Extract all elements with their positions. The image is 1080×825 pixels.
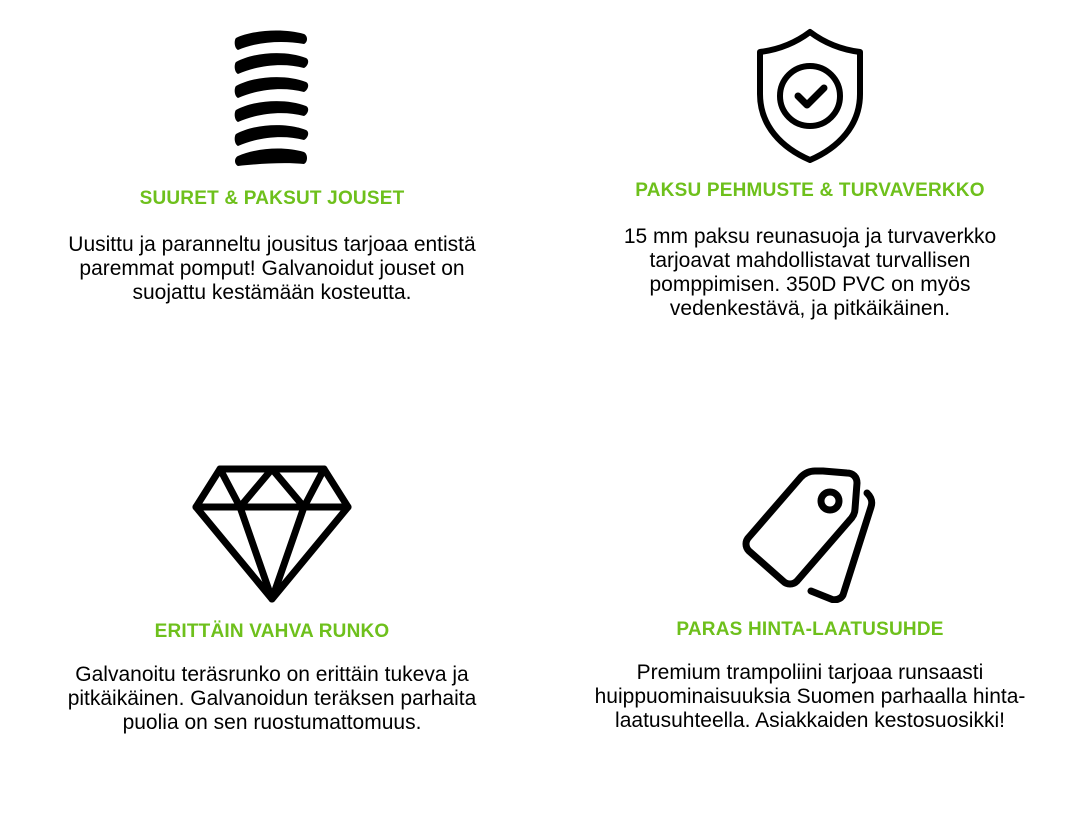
feature-title: ERITTÄIN VAHVA RUNKO	[154, 621, 390, 642]
diamond-icon	[190, 463, 354, 603]
feature-description: Premium trampoliini tarjoaa runsaasti huippuominaisuuksia Suomen parhaalla hinta-laatusuhteella. Asiakkaiden kestosuosikki!	[594, 661, 1026, 732]
feature-padding-net	[590, 28, 1030, 321]
feature-frame	[52, 463, 492, 735]
feature-value	[590, 463, 1030, 733]
feature-title: PARAS HINTA-LAATUSUHDE	[676, 619, 944, 640]
feature-description: 15 mm paksu reunasuoja ja turvaverkko tarjoavat mahdollistavat turvallisen pomppimisen. 350D PVC on myös vedenkestävä, ja pitkäikäinen.	[623, 225, 997, 320]
coil-spring-icon	[232, 28, 312, 168]
feature-title: PAKSU PEHMUSTE & TURVAVERKKO	[635, 180, 985, 201]
feature-description: Uusittu ja paranneltu jousitus tarjoaa entistä paremmat pomput! Galvanoidut jouset on suojattu kestämään kosteutta.	[68, 233, 476, 304]
feature-springs	[52, 28, 492, 305]
price-tag-icon	[735, 463, 885, 603]
shield-check-icon	[754, 28, 866, 164]
feature-title: SUURET & PAKSUT JOUSET	[139, 188, 405, 209]
feature-description: Galvanoitu teräsrunko on erittäin tukeva ja pitkäikäinen. Galvanoidun teräksen parhaita puolia on sen ruostumattomuus.	[67, 663, 477, 734]
